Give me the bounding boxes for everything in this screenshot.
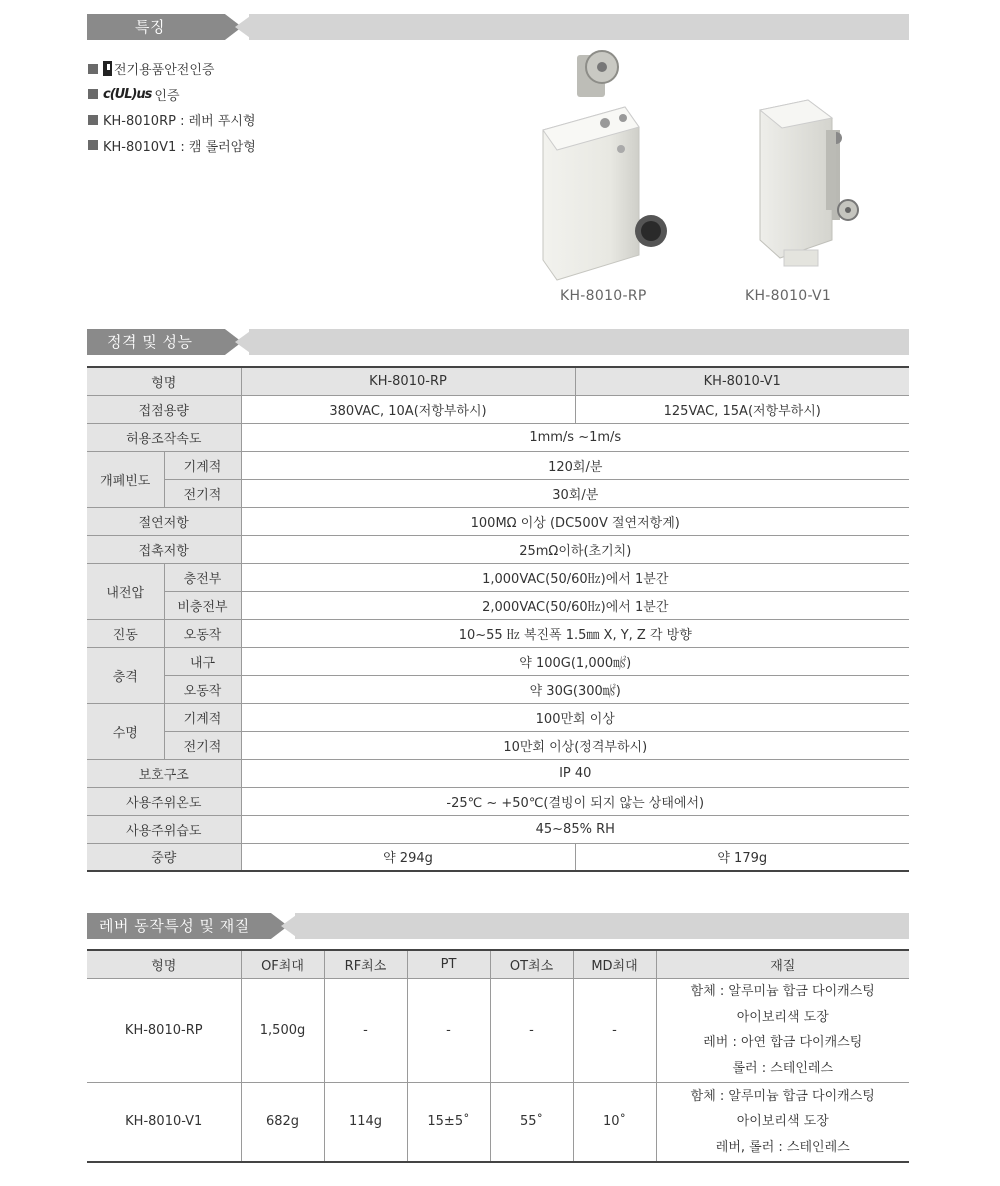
cell-value: 125VAC, 15A(저항부하시) — [575, 395, 909, 423]
cell-value: -25℃ ~ +50℃(결빙이 되지 않는 상태에서) — [241, 787, 909, 815]
row-sublabel: 오동작 — [164, 619, 241, 647]
product-image-rp — [535, 45, 685, 285]
cell-ot: 55˚ — [490, 1082, 573, 1162]
material-line: 레버, 롤러 : 스테인레스 — [715, 1139, 850, 1155]
lever-table — [87, 949, 909, 1163]
row-sublabel: 비충전부 — [164, 591, 241, 619]
cell-value: 약 30G(300㎨) — [241, 675, 909, 703]
cell-value: 25mΩ이하(초기치) — [241, 535, 909, 563]
ul-mark-icon: c(UL)us — [103, 86, 152, 102]
ps-mark-icon — [103, 61, 112, 76]
spec-section-bar — [87, 329, 909, 355]
cell-model: KH-8010-RP — [87, 978, 241, 1082]
feature-text: KH-8010RP : 레버 푸시형 — [103, 114, 256, 130]
material-line: 레버 : 아연 합금 다이캐스팅 — [703, 1035, 863, 1050]
cell-value: 약 294g — [241, 843, 575, 871]
cell-material — [656, 1082, 909, 1162]
row-label: 수명 — [87, 703, 164, 759]
row-sublabel: 기계적 — [164, 703, 241, 731]
table-row — [87, 978, 909, 1082]
features-section-bar — [87, 14, 909, 40]
feature-item — [88, 107, 388, 133]
row-sublabel: 오동작 — [164, 675, 241, 703]
cell-of: 1,500g — [241, 978, 324, 1082]
table-row — [87, 563, 909, 591]
bullet-icon — [88, 89, 98, 99]
cell-rf: 114g — [324, 1082, 407, 1162]
model-header: KH-8010-RP — [241, 367, 575, 395]
lever-section-bar — [87, 913, 909, 939]
cell-value: 380VAC, 10A(저항부하시) — [241, 395, 575, 423]
table-row — [87, 395, 909, 423]
section-bar-graphic — [87, 14, 909, 40]
table-row — [87, 507, 909, 535]
product-image-v1 — [750, 90, 860, 270]
features-title: 특징 — [135, 18, 165, 36]
table-row — [87, 367, 909, 395]
row-label: 진동 — [87, 619, 164, 647]
row-label: 접점용량 — [87, 395, 241, 423]
cell-value: 100만회 이상 — [241, 703, 909, 731]
column-header: RF최소 — [324, 950, 407, 978]
table-row — [87, 423, 909, 451]
spec-table — [87, 366, 909, 872]
cell-value: 120회/분 — [241, 451, 909, 479]
material-line: 롤러 : 스테인레스 — [732, 1060, 834, 1076]
row-label: 절연저항 — [87, 507, 241, 535]
column-header: 형명 — [87, 950, 241, 978]
table-row — [87, 1082, 909, 1162]
cell-rf: - — [324, 978, 407, 1082]
table-row — [87, 843, 909, 871]
table-row — [87, 787, 909, 815]
row-label: 충격 — [87, 647, 164, 703]
cell-value: 약 179g — [575, 843, 909, 871]
cell-value: 1,000VAC(50/60㎐)에서 1분간 — [241, 563, 909, 591]
cell-material — [656, 978, 909, 1082]
cell-value: 약 100G(1,000㎨) — [241, 647, 909, 675]
row-label: 개폐빈도 — [87, 451, 164, 507]
cell-pt: - — [407, 978, 490, 1082]
table-row — [87, 591, 909, 619]
product-caption-rp: KH-8010-RP — [560, 288, 647, 304]
bullet-icon — [88, 140, 98, 150]
cell-pt: 15±5˚ — [407, 1082, 490, 1162]
table-row — [87, 535, 909, 563]
row-label: 내전압 — [87, 563, 164, 619]
cell-md: 10˚ — [573, 1082, 656, 1162]
section-bar-graphic — [87, 329, 909, 355]
row-sublabel: 내구 — [164, 647, 241, 675]
material-line: 아이보리색 도장 — [736, 1114, 829, 1129]
row-label: 사용주위온도 — [87, 787, 241, 815]
cell-of: 682g — [241, 1082, 324, 1162]
column-header: PT — [407, 950, 490, 978]
row-label: 허용조작속도 — [87, 423, 241, 451]
cell-value: 10~55 ㎐ 복진폭 1.5㎜ X, Y, Z 각 방향 — [241, 619, 909, 647]
row-label: 접촉저항 — [87, 535, 241, 563]
features-list — [88, 56, 388, 158]
row-sublabel: 전기적 — [164, 479, 241, 507]
cell-value: 2,000VAC(50/60㎐)에서 1분간 — [241, 591, 909, 619]
cell-ot: - — [490, 978, 573, 1082]
table-row — [87, 703, 909, 731]
table-row — [87, 815, 909, 843]
spec-title: 정격 및 성능 — [107, 333, 193, 351]
row-label: 사용주위습도 — [87, 815, 241, 843]
table-row — [87, 675, 909, 703]
bullet-icon — [88, 115, 98, 125]
row-label: 보호구조 — [87, 759, 241, 787]
table-row — [87, 731, 909, 759]
cell-model: KH-8010-V1 — [87, 1082, 241, 1162]
row-sublabel: 기계적 — [164, 451, 241, 479]
column-header: MD최대 — [573, 950, 656, 978]
cell-value: 10만회 이상(정격부하시) — [241, 731, 909, 759]
model-header: KH-8010-V1 — [575, 367, 909, 395]
column-header: OT최소 — [490, 950, 573, 978]
table-row — [87, 451, 909, 479]
bullet-icon — [88, 64, 98, 74]
table-row — [87, 479, 909, 507]
lever-title: 레버 동작특성 및 재질 — [99, 917, 250, 935]
table-row — [87, 759, 909, 787]
product-caption-v1: KH-8010-V1 — [745, 288, 832, 304]
cell-md: - — [573, 978, 656, 1082]
cell-value: 100MΩ 이상 (DC500V 절연저항계) — [241, 507, 909, 535]
material-line: 함체 : 알루미늄 합금 다이캐스팅 — [690, 984, 875, 999]
column-header: 재질 — [656, 950, 909, 978]
row-sublabel: 충전부 — [164, 563, 241, 591]
table-header-row — [87, 950, 909, 978]
material-line: 아이보리색 도장 — [736, 1009, 829, 1025]
column-header: OF최대 — [241, 950, 324, 978]
cell-value: 45~85% RH — [241, 815, 909, 843]
feature-text: 전기용품안전인증 — [114, 63, 215, 79]
feature-item — [88, 133, 388, 159]
material-line: 함체 : 알루미늄 합금 다이캐스팅 — [690, 1088, 875, 1104]
feature-text: KH-8010V1 : 캠 롤러암형 — [103, 139, 256, 155]
row-label: 형명 — [87, 367, 241, 395]
row-sublabel: 전기적 — [164, 731, 241, 759]
feature-item — [88, 82, 388, 108]
feature-text: 인증 — [154, 88, 180, 104]
cell-value: IP 40 — [241, 759, 909, 787]
row-label: 중량 — [87, 843, 241, 871]
cell-value: 30회/분 — [241, 479, 909, 507]
feature-item — [88, 56, 388, 82]
table-row — [87, 647, 909, 675]
cell-value: 1mm/s ~1m/s — [241, 423, 909, 451]
table-row — [87, 619, 909, 647]
